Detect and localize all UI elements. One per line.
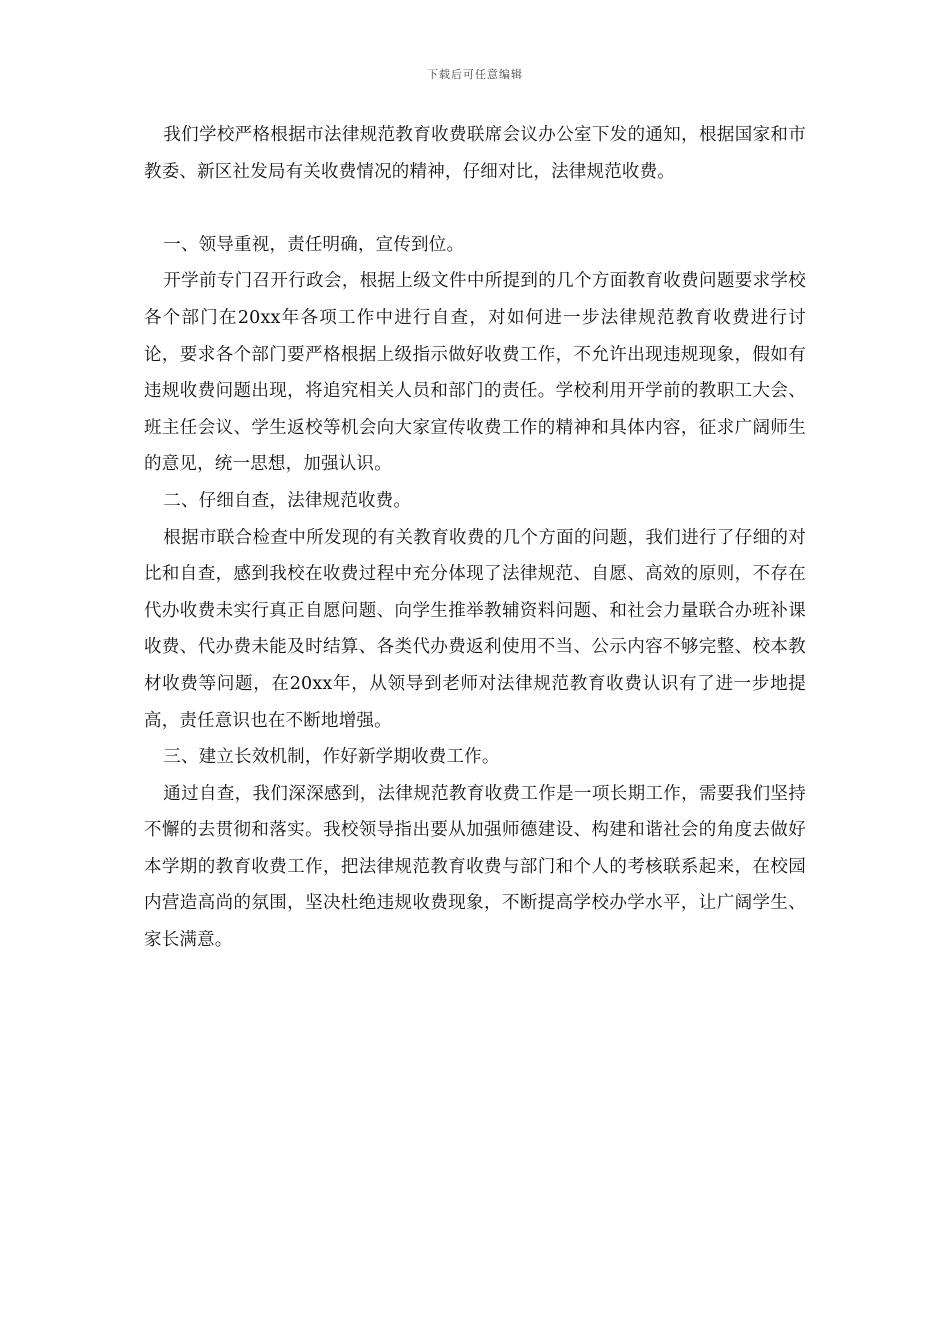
section-3-heading: 三、建立长效机制，作好新学期收费工作。	[163, 747, 500, 768]
document-body	[144, 117, 806, 959]
paragraph-spacer	[144, 190, 806, 227]
page-header: 下载后可任意编辑	[427, 68, 523, 81]
section-1-body: 开学前专门召开行政会，根据上级文件中所提到的几个方面教育收费问题要求学校各个部门在20xx年各项工作中进行自查，对如何进一步法律规范教育收费进行讨论，要求各个部门要严格根据上级指示做好收费工作，不允许出现违规现象，假如有违规收费问题出现，将追究相关人员和部门的责任。学校利用开学前的教职工大会、班主任会议、学生返校等机会向大家宣传收费工作的精神和具体内容，征求广阔师生的意见，统一思想，加强认识。	[144, 271, 806, 475]
section-1-heading: 一、领导重视，责任明确，宣传到位。	[163, 234, 465, 255]
section-2-body: 根据市联合检查中所发现的有关教育收费的几个方面的问题，我们进行了仔细的对比和自查，感到我校在收费过程中充分体现了法律规范、自愿、高效的原则，不存在代办收费未实行真正自愿问题、向学生推举教辅资料问题、和社会力量联合办班补课收费、代办费未能及时结算、各类代办费返利使用不当、公示内容不够完整、校本教材收费等问题，在20xx年，从领导到老师对法律规范教育收费认识有了进一步地提高，责任意识也在不断地增强。	[144, 527, 806, 731]
section-3-body: 通过自查，我们深深感到，法律规范教育收费工作是一项长期工作，需要我们坚持不懈的去贯彻和落实。我校领导指出要从加强师德建设、构建和谐社会的角度去做好本学期的教育收费工作，把法律规范教育收费与部门和个人的考核联系起来，在校园内营造高尚的氛围，坚决杜绝违规收费现象，不断提高学校办学水平，让广阔学生、家长满意。	[144, 783, 806, 951]
intro-paragraph: 我们学校严格根据市法律规范教育收费联席会议办公室下发的通知，根据国家和市教委、新区社发局有关收费情况的精神，仔细对比，法律规范收费。	[144, 125, 806, 182]
section-2-heading: 二、仔细自查，法律规范收费。	[163, 490, 412, 511]
